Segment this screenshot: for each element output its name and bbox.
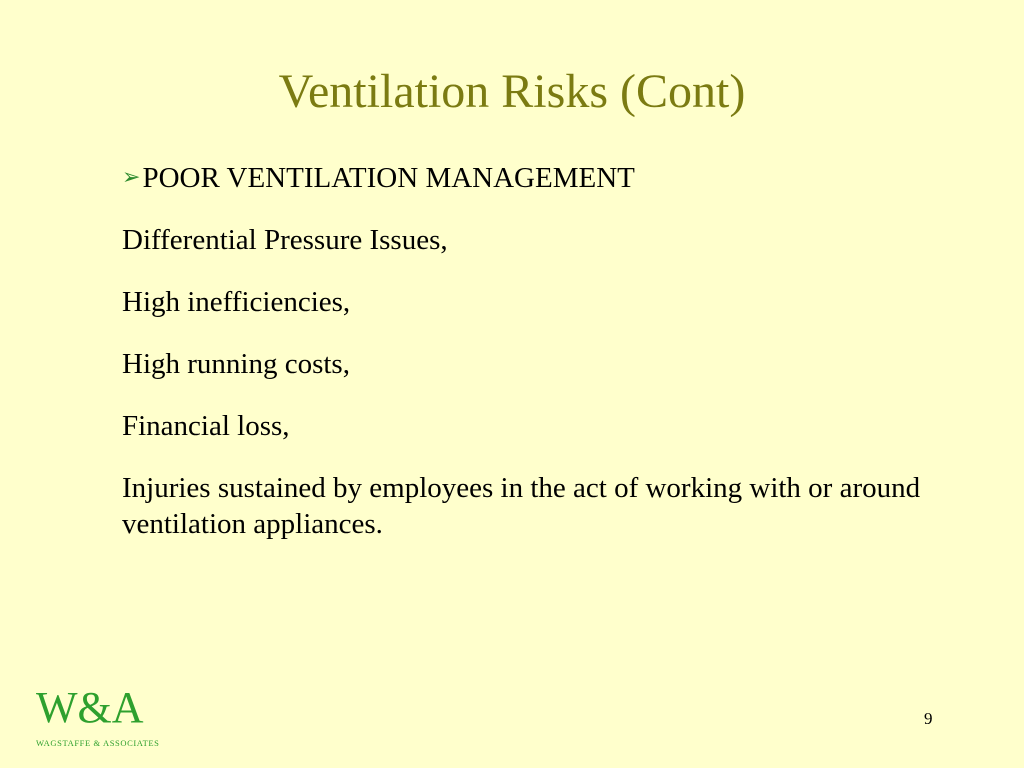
list-item: Differential Pressure Issues, xyxy=(122,224,448,256)
slide-title: Ventilation Risks (Cont) xyxy=(278,65,746,118)
bullet-heading: POOR VENTILATION MANAGEMENT xyxy=(142,162,635,194)
logo-subtitle: WAGSTAFFE & ASSOCIATES xyxy=(36,738,160,748)
bullet-heading-line xyxy=(122,160,972,196)
company-logo xyxy=(36,684,196,754)
arrow-bullet-icon: ➢ xyxy=(122,165,141,190)
slide-content xyxy=(122,160,972,568)
logo-mark: W&A xyxy=(36,683,144,732)
list-item: High inefficiencies, xyxy=(122,286,351,318)
list-item: Financial loss, xyxy=(122,410,290,442)
list-item: High running costs, xyxy=(122,348,350,380)
page-number: 9 xyxy=(924,709,933,728)
list-item: Injuries sustained by employees in the act of working with or around ventilation appliances. xyxy=(122,472,921,540)
